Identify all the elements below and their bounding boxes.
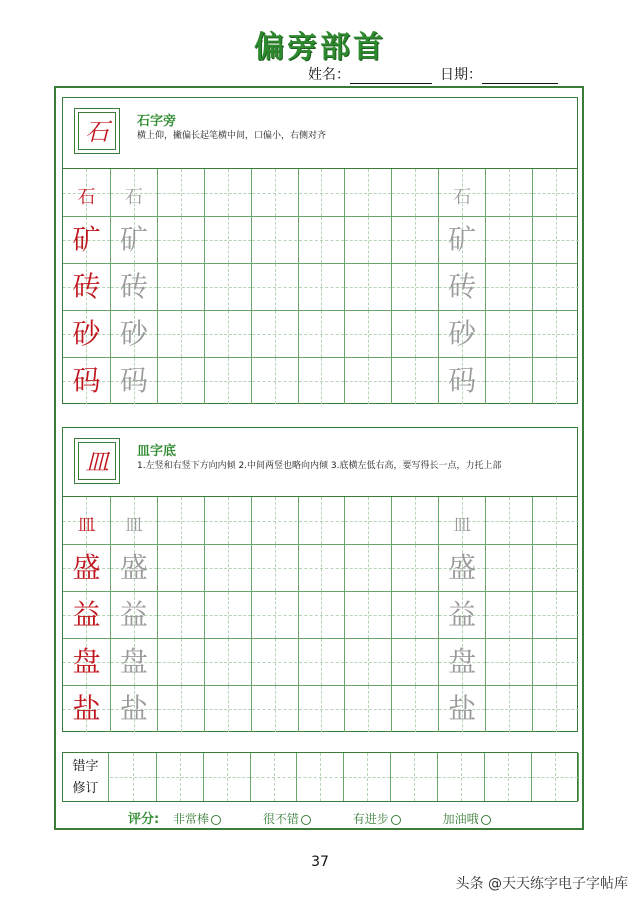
practice-cell[interactable]: [391, 497, 438, 544]
practice-cell[interactable]: [391, 311, 438, 357]
radical-glyph: 石: [85, 118, 109, 146]
model-character: 盐: [72, 692, 101, 725]
trace-character: 石: [453, 187, 472, 208]
practice-cell[interactable]: [63, 169, 110, 216]
practice-cell[interactable]: [251, 358, 298, 404]
section-description: 横上仰，撇偏长起笔横中间，口偏小，右侧对齐: [137, 131, 327, 141]
practice-cell[interactable]: [391, 592, 438, 638]
practice-cell[interactable]: [438, 311, 485, 357]
practice-cell[interactable]: [157, 264, 204, 310]
section-title: 皿字底: [137, 444, 177, 459]
practice-cell[interactable]: [344, 545, 391, 591]
practice-cell[interactable]: [298, 545, 345, 591]
practice-cell[interactable]: [110, 545, 157, 591]
trace-character: 益: [448, 598, 477, 631]
practice-cell[interactable]: [485, 592, 532, 638]
checkbox-icon[interactable]: [391, 815, 401, 825]
practice-cell[interactable]: [298, 311, 345, 357]
practice-cell[interactable]: [63, 358, 110, 404]
practice-cell[interactable]: [532, 545, 579, 591]
trace-character: 益: [119, 598, 148, 631]
correction-cell[interactable]: [485, 753, 532, 801]
practice-row: [63, 685, 577, 732]
practice-cell[interactable]: [438, 169, 485, 216]
trace-character: 盐: [448, 692, 477, 725]
practice-cell[interactable]: [251, 545, 298, 591]
trace-character: 码: [448, 364, 477, 397]
practice-cell[interactable]: [204, 358, 251, 404]
rating-option[interactable]: 加油哦: [443, 812, 491, 826]
practice-cell[interactable]: [485, 217, 532, 263]
practice-row: [63, 216, 577, 263]
model-character: 皿: [77, 515, 96, 536]
name-label: 姓名：: [308, 67, 350, 83]
practice-cell[interactable]: [251, 592, 298, 638]
watermark: 头条 @天天练字电子字帖库: [455, 876, 628, 892]
practice-cell[interactable]: [344, 497, 391, 544]
trace-character: 盛: [119, 551, 148, 584]
rating-option[interactable]: 很不错: [263, 812, 311, 826]
practice-cell[interactable]: [532, 358, 579, 404]
practice-grid-min: [62, 496, 578, 732]
correction-label: [63, 753, 109, 801]
practice-cell[interactable]: [391, 358, 438, 404]
practice-cell[interactable]: [204, 497, 251, 544]
model-character: 码: [72, 364, 101, 397]
practice-cell[interactable]: [485, 686, 532, 732]
practice-cell[interactable]: [298, 358, 345, 404]
correction-label-line2: 修订: [72, 781, 99, 796]
model-character: 盛: [72, 551, 101, 584]
practice-cell[interactable]: [251, 264, 298, 310]
practice-cell[interactable]: [251, 311, 298, 357]
practice-cell[interactable]: [251, 639, 298, 685]
practice-cell[interactable]: [298, 497, 345, 544]
model-character: 矿: [72, 223, 101, 256]
radical-glyph: 皿: [85, 448, 109, 476]
practice-cell[interactable]: [532, 686, 579, 732]
trace-character: 砖: [448, 270, 477, 303]
practice-cell[interactable]: [532, 217, 579, 263]
rating-label: 评分:: [128, 812, 160, 827]
practice-cell[interactable]: [298, 217, 345, 263]
radical-box: [74, 108, 120, 154]
practice-cell[interactable]: [63, 311, 110, 357]
practice-cell[interactable]: [298, 169, 345, 216]
practice-row: [63, 544, 577, 591]
practice-row: [63, 638, 577, 685]
practice-cell[interactable]: [438, 686, 485, 732]
practice-cell[interactable]: [344, 217, 391, 263]
practice-row: [63, 591, 577, 638]
practice-row: [63, 497, 577, 544]
checkbox-icon[interactable]: [481, 815, 491, 825]
practice-cell[interactable]: [438, 358, 485, 404]
practice-cell[interactable]: [344, 639, 391, 685]
correction-cell[interactable]: [298, 753, 345, 801]
practice-cell[interactable]: [344, 592, 391, 638]
date-label: 日期：: [440, 67, 482, 83]
practice-cell[interactable]: [157, 497, 204, 544]
rating-bar: [128, 808, 529, 827]
practice-cell[interactable]: [204, 592, 251, 638]
practice-cell[interactable]: [391, 217, 438, 263]
practice-cell[interactable]: [391, 264, 438, 310]
practice-cell[interactable]: [204, 217, 251, 263]
correction-cell[interactable]: [157, 753, 204, 801]
practice-cell[interactable]: [298, 264, 345, 310]
practice-row: [63, 310, 577, 357]
practice-cell[interactable]: [63, 545, 110, 591]
practice-cell[interactable]: [344, 686, 391, 732]
practice-cell[interactable]: [438, 497, 485, 544]
practice-cell[interactable]: [344, 264, 391, 310]
correction-cell[interactable]: [344, 753, 391, 801]
practice-cell[interactable]: [438, 545, 485, 591]
practice-cell[interactable]: [485, 169, 532, 216]
trace-character: 码: [119, 364, 148, 397]
practice-cell[interactable]: [110, 639, 157, 685]
practice-cell[interactable]: [532, 264, 579, 310]
checkbox-icon[interactable]: [211, 815, 221, 825]
practice-cell[interactable]: [485, 358, 532, 404]
correction-cell[interactable]: [110, 753, 157, 801]
section-description: 1.左竖和右竖下方向内倾 2.中间两竖也略向内倾 3.底横左低右高，要写得长一点，力托上部: [137, 461, 502, 471]
practice-cell[interactable]: [485, 497, 532, 544]
practice-cell[interactable]: [438, 639, 485, 685]
practice-grid-shi: [62, 168, 578, 404]
practice-row: [63, 357, 577, 404]
practice-cell[interactable]: [391, 639, 438, 685]
practice-cell[interactable]: [298, 639, 345, 685]
practice-cell[interactable]: [298, 686, 345, 732]
page-number: 37: [311, 854, 329, 870]
practice-cell[interactable]: [344, 358, 391, 404]
practice-cell[interactable]: [63, 264, 110, 310]
section-header-shi: [62, 97, 578, 169]
correction-row: [62, 752, 578, 802]
practice-row: [63, 263, 577, 310]
model-character: 益: [72, 598, 101, 631]
practice-cell[interactable]: [532, 169, 579, 216]
correction-cell[interactable]: [391, 753, 438, 801]
practice-cell[interactable]: [485, 311, 532, 357]
practice-cell[interactable]: [532, 639, 579, 685]
practice-cell[interactable]: [110, 264, 157, 310]
practice-cell[interactable]: [110, 497, 157, 544]
practice-cell[interactable]: [485, 264, 532, 310]
correction-cell[interactable]: [438, 753, 485, 801]
rating-option[interactable]: 有进步: [353, 812, 401, 826]
practice-cell[interactable]: [204, 639, 251, 685]
practice-cell[interactable]: [251, 686, 298, 732]
correction-cell[interactable]: [204, 753, 251, 801]
practice-cell[interactable]: [157, 545, 204, 591]
trace-character: 盛: [448, 551, 477, 584]
trace-character: 皿: [124, 515, 143, 536]
checkbox-icon[interactable]: [301, 815, 311, 825]
name-field[interactable]: [350, 69, 432, 84]
trace-character: 皿: [453, 515, 472, 536]
practice-cell[interactable]: [110, 686, 157, 732]
trace-character: 盐: [119, 692, 148, 725]
name-date-bar: [308, 64, 608, 84]
practice-cell[interactable]: [298, 592, 345, 638]
practice-cell[interactable]: [63, 592, 110, 638]
practice-cell[interactable]: [391, 686, 438, 732]
radical-box: [74, 438, 120, 484]
practice-cell[interactable]: [110, 592, 157, 638]
practice-cell[interactable]: [391, 545, 438, 591]
trace-character: 石: [124, 187, 143, 208]
trace-character: 砂: [119, 317, 148, 350]
practice-cell[interactable]: [344, 169, 391, 216]
trace-character: 盘: [119, 645, 148, 678]
section-title: 石字旁: [137, 114, 177, 129]
practice-cell[interactable]: [204, 686, 251, 732]
practice-cell[interactable]: [485, 639, 532, 685]
practice-cell[interactable]: [532, 497, 579, 544]
practice-cell[interactable]: [63, 217, 110, 263]
trace-character: 砖: [119, 270, 148, 303]
practice-cell[interactable]: [157, 311, 204, 357]
practice-cell[interactable]: [532, 311, 579, 357]
practice-cell[interactable]: [63, 686, 110, 732]
practice-row: [63, 169, 577, 216]
practice-cell[interactable]: [438, 592, 485, 638]
practice-cell[interactable]: [251, 217, 298, 263]
practice-cell[interactable]: [63, 639, 110, 685]
practice-cell[interactable]: [157, 169, 204, 216]
practice-cell[interactable]: [204, 169, 251, 216]
practice-cell[interactable]: [63, 497, 110, 544]
correction-label-line1: 错字: [72, 759, 99, 774]
practice-cell[interactable]: [532, 592, 579, 638]
correction-cell[interactable]: [251, 753, 298, 801]
practice-cell[interactable]: [204, 545, 251, 591]
model-character: 石: [77, 187, 96, 208]
correction-cell[interactable]: [532, 753, 579, 801]
practice-cell[interactable]: [438, 217, 485, 263]
trace-character: 盘: [448, 645, 477, 678]
practice-cell[interactable]: [110, 358, 157, 404]
trace-character: 砂: [448, 317, 477, 350]
page-title: 偏旁部首: [254, 30, 386, 65]
practice-cell[interactable]: [391, 169, 438, 216]
trace-character: 矿: [448, 223, 477, 256]
section-header-min: [62, 427, 578, 497]
practice-cell[interactable]: [251, 169, 298, 216]
practice-cell[interactable]: [438, 264, 485, 310]
model-character: 砖: [72, 270, 101, 303]
trace-character: 矿: [119, 223, 148, 256]
practice-cell[interactable]: [204, 264, 251, 310]
practice-cell[interactable]: [251, 497, 298, 544]
practice-cell[interactable]: [157, 217, 204, 263]
practice-cell[interactable]: [157, 639, 204, 685]
practice-cell[interactable]: [157, 358, 204, 404]
model-character: 盘: [72, 645, 101, 678]
practice-cell[interactable]: [204, 311, 251, 357]
practice-cell[interactable]: [110, 169, 157, 216]
practice-cell[interactable]: [110, 217, 157, 263]
practice-cell[interactable]: [157, 592, 204, 638]
rating-option[interactable]: 非常棒: [173, 812, 221, 826]
model-character: 砂: [72, 317, 101, 350]
practice-cell[interactable]: [110, 311, 157, 357]
practice-cell[interactable]: [485, 545, 532, 591]
date-field[interactable]: [482, 69, 558, 84]
practice-cell[interactable]: [344, 311, 391, 357]
practice-cell[interactable]: [157, 686, 204, 732]
